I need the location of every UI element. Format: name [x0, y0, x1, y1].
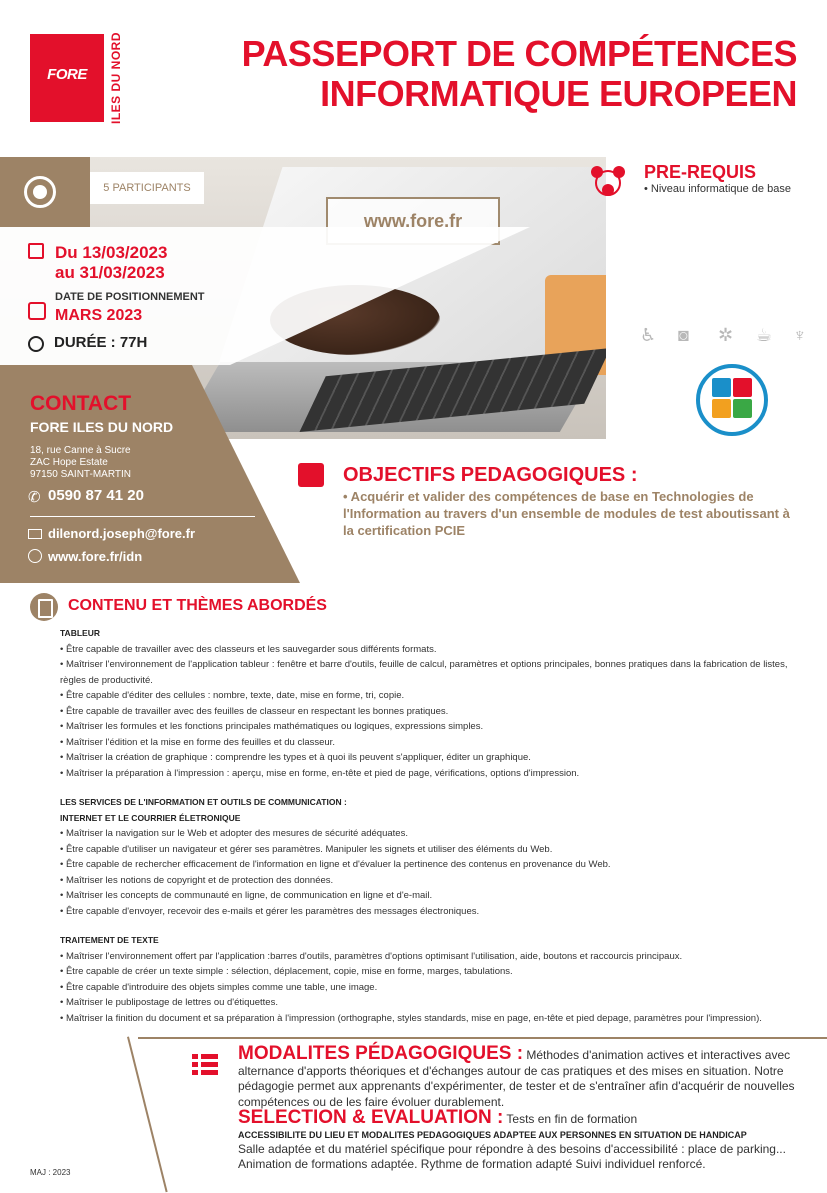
- contact-title: CONTACT: [30, 392, 132, 415]
- list-item: • Être capable d'éditer des cellules : nombre, texte, date, mise en forme, tri, copie.: [60, 690, 405, 701]
- selection-paragraph: [238, 1107, 813, 1128]
- clock-icon: [28, 336, 44, 352]
- list-item: • Être capable d'envoyer, recevoir des e-mails et gérer les paramètres des messages électroniques.: [60, 905, 480, 917]
- list-item: • Être capable de travailler avec des classeurs et les sauvegarder sous différents formats.: [60, 643, 437, 655]
- accessibility-text: Salle adaptée et du matériel spécifique pour répondre à des besoins d'accessibilité : place de parking... Animation de formations adaptée. Rythme de formation adapté Suivi individuel renforcé.: [238, 1141, 786, 1171]
- list-item: • Maîtriser les notions de copyright et de protection des données.: [60, 874, 334, 886]
- email-link[interactable]: dilenord.joseph@fore.fr: [48, 526, 196, 541]
- email-icon: [28, 529, 42, 539]
- section-title-traitement: TRAITEMENT DE TEXTE: [60, 935, 159, 945]
- section-subtitle-internet: INTERNET ET LE COURRIER ÉLETRONIQUE: [60, 812, 241, 823]
- wifi-icon: ◙: [678, 325, 689, 345]
- cutlery-icon: ♆: [793, 325, 807, 345]
- accessibility-title: ACCESSIBILITE DU LIEU ET MODALITES PEDAGOGIQUES ADAPTEE AUX PERSONNES EN SITUATION DE HANDICAP: [238, 1129, 747, 1140]
- objectifs-text: • Acquérir et valider des compétences de base en Technologies de l'Information au travers d'un ensemble de modules de test aboutissant à la certification PCIE: [343, 489, 790, 538]
- globe-icon: [28, 549, 42, 563]
- calendar-icon: [28, 243, 44, 259]
- modalites-text: Méthodes d'animation actives et interactives avec alternance d'apports théoriques et d'échanges autour de cas pratiques et des mises en situation. Notre pédagogie permet aux apprenants d'expérimenter, de tester et de s'entraîner afin d'acquérir de nouvelles compétences ou de les faire évoluer durablement.: [238, 1048, 795, 1109]
- list-item: • Maîtriser les concepts de communauté en ligne, de communication en ligne et d'e-mail.: [60, 890, 433, 901]
- page-title: [242, 34, 797, 114]
- objectifs-title: OBJECTIFS PEDAGOGIQUES :: [343, 464, 638, 486]
- list-item: • Maîtriser la finition du document et sa préparation à l'impression (orthographe, styles standards, mise en page, en-tête et pied depage, paramètres pour l'impression).: [60, 1012, 762, 1024]
- date-from: Du 13/03/2023: [55, 243, 168, 262]
- list-item: • Maîtriser l'environnement de l'application tableur : fenêtre et barre d'outils, feuille de calcul, paramètres et options principales, bonnes pratiques dans la fabrication de listes, règles de productivité.: [60, 659, 788, 686]
- positioning-label: DATE DE POSITIONNEMENT: [55, 291, 205, 303]
- badge-cell-orange: [712, 399, 731, 418]
- title-line-2: INFORMATIQUE EUROPEEN: [320, 73, 797, 114]
- contact-org: FORE ILES DU NORD: [30, 419, 174, 435]
- list-item: • Maîtriser la navigation sur le Web et adopter des mesures de sécurité adéquates.: [60, 828, 408, 839]
- contenu-title: CONTENU ET THÈMES ABORDÉS: [68, 597, 327, 614]
- list-item: • Être capable de rechercher efficacement de l'information en ligne et d'évaluer la pertinence des contenus en provenance du Web.: [60, 859, 611, 870]
- positioning-value: MARS 2023: [55, 307, 143, 324]
- person-icon: [24, 176, 56, 208]
- selection-text: Tests en fin de formation: [503, 1112, 638, 1126]
- list-item: • Maîtriser les formules et les fonctions principales mathématiques ou logiques, expressions simples.: [60, 721, 484, 732]
- modalites-frame-diagonal: [127, 1037, 168, 1193]
- duration: DURÉE : 77H: [54, 334, 148, 351]
- logo-side-text: ILES DU NORD: [109, 31, 123, 125]
- people-network-icon: [588, 163, 628, 197]
- clipboard-icon: [30, 593, 58, 621]
- selection-title: SELECTION & EVALUATION :: [238, 1107, 504, 1128]
- list-item: • Être capable de travailler avec des feuilles de classeur en respectant les bonnes pratiques.: [60, 705, 449, 717]
- list-item: • Maîtriser la création de graphique : comprendre les types et à quoi ils peuvent s'appliquer, éditer un graphique.: [60, 752, 531, 763]
- phone-number[interactable]: 0590 87 41 20: [48, 487, 144, 504]
- wheelchair-icon: ♿: [640, 325, 657, 345]
- update-label: MAJ : 2023: [30, 1168, 71, 1177]
- air-conditioning-icon: ✲: [718, 325, 734, 345]
- section-title-tableur: TABLEUR: [60, 628, 100, 638]
- prerequis-title: PRE-REQUIS: [644, 162, 757, 182]
- address-line-1: 18, rue Canne à Sucre: [30, 445, 131, 456]
- dates-panel-edge: [230, 227, 530, 365]
- website-box[interactable]: www.fore.fr: [326, 197, 500, 245]
- participants-label: 5 PARTICIPANTS: [90, 172, 204, 204]
- modalites-block: [238, 1043, 813, 1173]
- badge-cell-red: [733, 378, 752, 397]
- list-item: • Maîtriser la préparation à l'impression : aperçu, mise en forme, en-tête et pied de page, vérifications, options d'impression.: [60, 767, 580, 779]
- presenter-icon: [298, 463, 324, 487]
- list-item: • Maîtriser l'environnement offert par l'application :barres d'outils, paramètres d'options optimisant l'utilisation, aide, boutons et raccourcis principaux.: [60, 950, 683, 962]
- address-line-2: ZAC Hope Estate: [30, 457, 108, 468]
- list-item: • Maîtriser le publipostage de lettres ou d'étiquettes.: [60, 997, 278, 1008]
- list-icon: [192, 1054, 218, 1076]
- title-line-1: PASSEPORT DE COMPÉTENCES: [241, 33, 797, 74]
- logo-side-label: [107, 31, 125, 125]
- list-item: • Maîtriser l'édition et la mise en forme des feuilles et du classeur.: [60, 736, 335, 748]
- web-link[interactable]: www.fore.fr/idn: [48, 549, 143, 564]
- section-title-services: LES SERVICES DE L'INFORMATION ET OUTILS DE COMMUNICATION :: [60, 797, 347, 807]
- coffee-icon: ☕: [756, 325, 773, 345]
- modalites-title: MODALITES PÉDAGOGIQUES :: [238, 1043, 524, 1064]
- list-item: • Être capable d'introduire des objets simples comme une table, une image.: [60, 981, 378, 993]
- list-item: • Être capable de créer un texte simple : sélection, déplacement, copie, mise en forme, marges, tabulations.: [60, 966, 513, 977]
- modalites-frame-top: [138, 1037, 827, 1039]
- phone-icon: ✆: [28, 489, 41, 506]
- positioning-icon: [28, 302, 46, 320]
- badge-cell-green: [733, 399, 752, 418]
- contenu-body: [60, 626, 805, 1026]
- date-to: au 31/03/2023: [55, 263, 165, 282]
- list-item: • Être capable d'utiliser un navigateur et gérer ses paramètres. Manipuler les signets et utiliser des éléments du Web.: [60, 843, 553, 855]
- address-line-3: 97150 SAINT-MARTIN: [30, 469, 131, 480]
- contact-divider: [30, 516, 255, 517]
- logo-text: FORE: [47, 66, 87, 83]
- badge-cell-blue: [712, 378, 731, 397]
- prerequis-text: • Niveau informatique de base: [644, 183, 791, 195]
- modalites-paragraph: [238, 1043, 813, 1110]
- accessibility-badge-grid: [712, 378, 752, 418]
